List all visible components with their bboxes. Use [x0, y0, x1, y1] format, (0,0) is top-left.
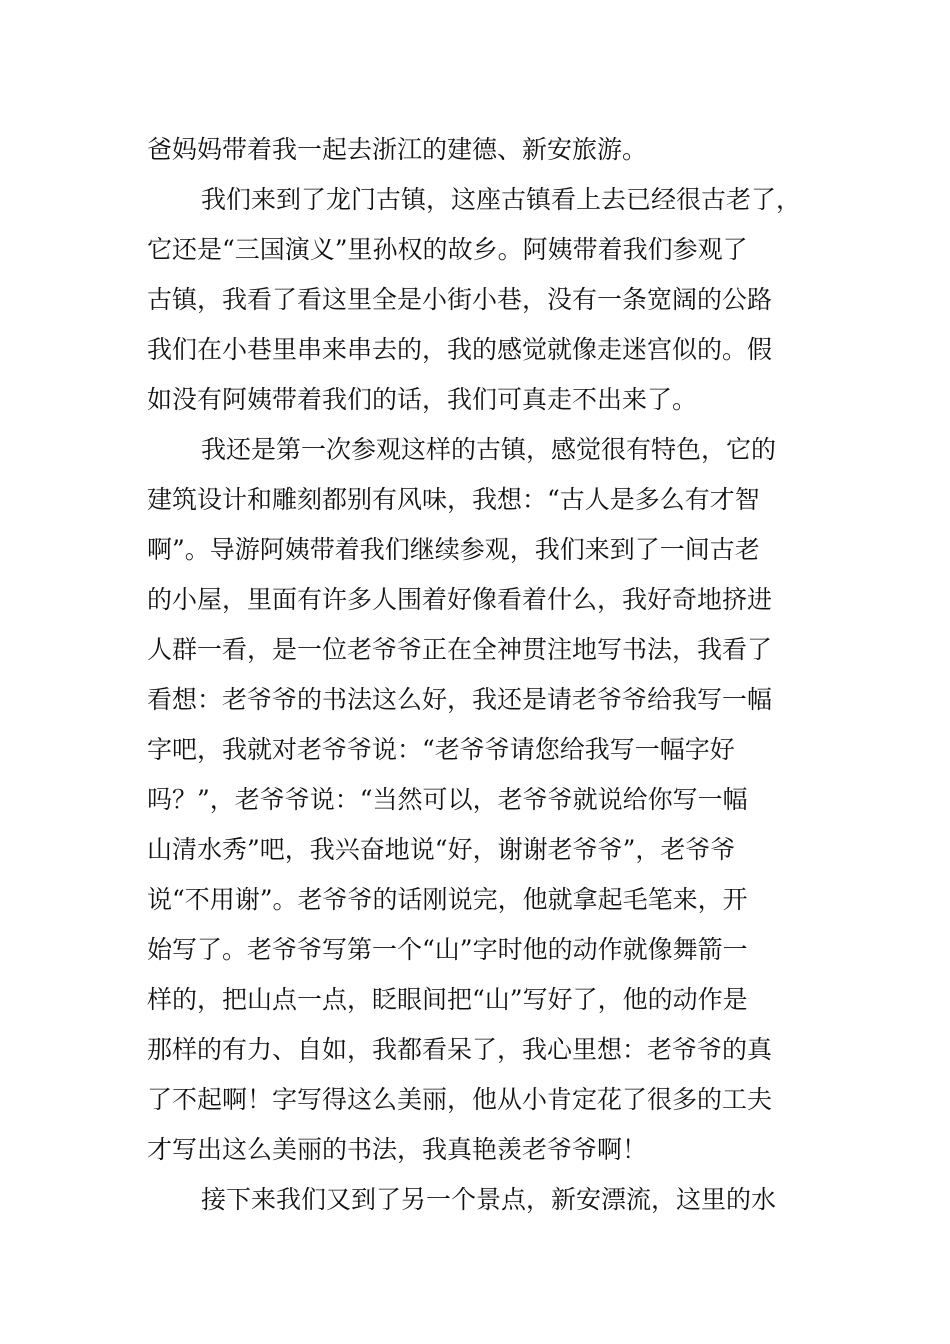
text-line: 始写了。老爷爷写第一个“山”字时他的动作就像舞箭一 — [147, 935, 748, 964]
paragraph-4 — [147, 1175, 807, 1225]
text-line: 它还是“三国演义”里孙权的故乡。阿姨带着我们参观了 — [147, 235, 748, 264]
text-line: 啊”。导游阿姨带着我们继续参观，我们来到了一间古老 — [147, 535, 760, 564]
text-line: 吗？”，老爷爷说：“当然可以，老爷爷就说给你写一幅 — [147, 785, 748, 814]
paragraph-2 — [147, 175, 807, 425]
text-line: 那样的有力、自如，我都看呆了，我心里想：老爷爷的真 — [147, 1035, 773, 1064]
text-line: 字吧，我就对老爷爷说：“老爷爷请您给我写一幅字好 — [147, 735, 735, 764]
text-line: 我们来到了龙门古镇，这座古镇看上去已经很古老了， — [201, 185, 802, 214]
text-line: 建筑设计和雕刻都别有风味，我想：“古人是多么有才智 — [147, 485, 760, 514]
paragraph-1 — [147, 125, 807, 175]
text-line: 的小屋，里面有许多人围着好像看着什么，我好奇地挤进 — [147, 585, 773, 614]
body-text — [147, 125, 807, 1225]
text-line: 接下来我们又到了另一个景点，新安漂流，这里的水 — [201, 1185, 777, 1214]
text-line: 我们在小巷里串来串去的，我的感觉就像走迷宫似的。假 — [147, 335, 773, 364]
text-line: 山清水秀”吧，我兴奋地说“好，谢谢老爷爷”，老爷爷 — [147, 835, 736, 864]
text-line: 看想：老爷爷的书法这么好，我还是请老爷爷给我写一幅 — [147, 685, 773, 714]
text-line: 我还是第一次参观这样的古镇，感觉很有特色，它的 — [201, 435, 777, 464]
text-line: 爸妈妈带着我一起去浙江的建德、新安旅游。 — [147, 135, 648, 164]
paragraph-3 — [147, 425, 807, 1175]
text-line: 如没有阿姨带着我们的话，我们可真走不出来了。 — [147, 385, 698, 414]
text-line: 古镇，我看了看这里全是小街小巷，没有一条宽阔的公路 — [147, 285, 773, 314]
text-line: 样的，把山点一点，眨眼间把“山”写好了，他的动作是 — [147, 985, 748, 1014]
text-line: 了不起啊！字写得这么美丽，他从小肯定花了很多的工夫 — [147, 1085, 773, 1114]
text-line: 说“不用谢”。老爷爷的话刚说完，他就拿起毛笔来，开 — [147, 885, 748, 914]
text-line: 人群一看，是一位老爷爷正在全神贯注地写书法，我看了 — [147, 635, 773, 664]
text-line: 才写出这么美丽的书法，我真艳羡老爷爷啊！ — [147, 1135, 648, 1164]
